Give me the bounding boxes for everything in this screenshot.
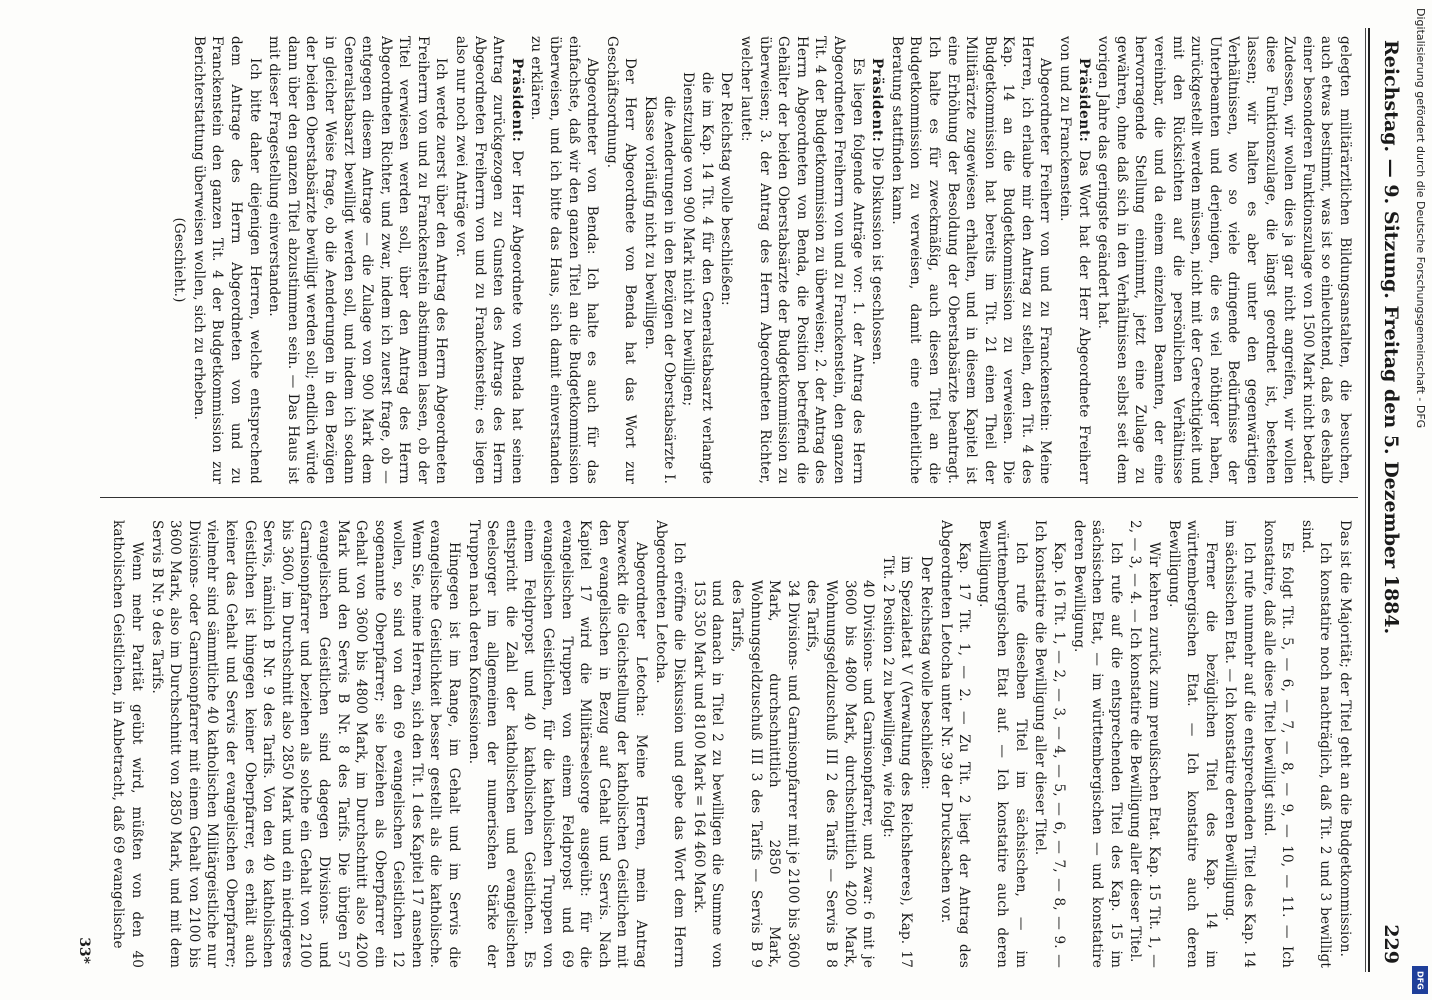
- paragraph: [1335, 520, 1354, 968]
- paragraph: [689, 520, 726, 968]
- paragraph-text: die im Kap. 14 Tit. 4 für den Generalstabsarzt verlangte Dienstzulage von 900 Mark nicht zu bewilligen;: [680, 72, 715, 484]
- speaker-label: Präsident:: [508, 58, 525, 143]
- paragraph: [452, 36, 526, 484]
- paragraph: [878, 520, 915, 968]
- paragraph-text: Abgeordneter von Benda: Ich halte es auch für das einfachste, daß wir den ganzen Titel an die Budgetkommission überweisen, und ich bitte das Haus, sich damit einverstanden zu erklären.: [528, 36, 601, 484]
- paragraph-text: Wenn mehr Parität geübt wird, müßten von den 40 katholischen Geistlichen, in Anbetracht, daß 69 evangelische: [110, 520, 145, 968]
- paragraph-text: Der Herr Abgeordnete von Benda hat seinen Antrag zurückgezogen zu Gunsten des Antrags des Herrn Abgeordneten Freiherrn von und zu Franckenstein; es liegen also nur noch zwei Anträge vor.: [453, 36, 525, 484]
- paragraph-text: Hingegen ist im Range, im Gehalt und im Servis die evangelische Geistlichkeit besser gestellt als die katholische. Wenn Sie, meine Herren, sich den Tit. 1 des Kapitel 17 ansehen wollen, so sind von den 69 evangelischen Geistlichen 12 sogenannte Oberpfarrer; sie beziehen als Oberpfarrer ein Gehalt von 3600 bis 4800 Mark, im Durchschnitt also 4200 Mark und den Servis B Nr. 8 des Tarifs. Die übrigen 57 evangelischen Geistlichen sind dagegen Divisions- und Garnisonpfarrer und beziehen als solche ein Gehalt von 2100 bis 3600, im Durchschnitt also 2850 Mark und ein niedrigeres Servis, nämlich B Nr. 9 des Tarifs. Von den 40 katholischen Geistlichen ist hingegen keiner Oberpfarrer, es erhält auch keiner das Gehalt und Servis der evangelischen Oberpfarrer; vielmehr sind sämmtliche 40 katholischen Militärgeistliche nur Divisions- oder Garnisonpfarrer mit einem Gehalt von 2100 bis 3600 Mark, also im Durchschnitt von 2850 Mark, und mit dem Servis B Nr. 9 des Tarifs.: [148, 520, 463, 968]
- speaker-label: Präsident:: [869, 58, 886, 143]
- dfg-logo-icon: DFG: [1412, 966, 1428, 994]
- paragraph-text: Es folgt Tit. 5, — 6, — 7, — 8, — 9, — 10, — 11. — Ich konstatire, daß alle diese Titel bewilligt sind.: [1260, 520, 1296, 968]
- paragraph-text: im Spezialetat V (Verwaltung des Reichsheeres), Kap. 17 Tit. 2 Position 2 zu bewilligen, wie folgt:: [879, 556, 915, 968]
- paragraph: [868, 36, 887, 484]
- digitization-credit: Digitalisierung gefördert durch die Deutsche Forschungsgemeinschaft - DFG: [1414, 8, 1427, 429]
- paragraph-text: Ich rufe nunmehr auf die entsprechenden Titel des Kap. 14 im sächsischen Etat. — Ich konstatire deren Bewilligung.: [1222, 520, 1258, 968]
- paragraph: [527, 36, 601, 484]
- paragraph: [1094, 36, 1354, 484]
- page-number: 229: [1380, 924, 1402, 964]
- paragraph-text: Das Wort hat der Herr Abgeordnete Freiherr von und zu Franckenstein.: [1057, 36, 1092, 484]
- paragraph-text: Ich rufe auf die entsprechenden Titel des Kap. 15 im sächsischen Etat, — im württembergischen — und konstatire deren Bewilligung.: [1070, 520, 1124, 968]
- paragraph-text: Ich werde zuerst über den Antrag des Herrn Abgeordneten Freiherrn von und zu Franckenstein abstimmen lassen, ob der Titel verwiesen werden soll, über den Antrag des Herrn Abgeordneten Richter, und zwar, indem ich zuerst frage, ob — entgegen diesem Antrage — die Zulage von 900 Mark dem Generalstabsarzt bewilligt werden soll, und indem ich sodann in gleicher Weise frage, ob die Aenderungen in den Bezügen der beiden Oberstabsärzte bewilligt werden soll; endlich würde dann über den ganzen Titel abzustimmen sein. — Das Haus ist mit dieser Fragestellung einverstanden.: [266, 36, 450, 484]
- paragraph-text: Kap. 17 Tit. 1, — 2. — Zu Tit. 2 liegt der Antrag des Abgeordneten Letocha unter Nr. 39 der Drucksachen vor.: [937, 520, 973, 968]
- paragraph-text: Kap. 16 Tit. 1, — 2, — 3, — 4, — 5, — 6, — 7, — 8, — 9. — Ich konstatire die Bewilligung aller dieser Titel.: [1032, 520, 1068, 968]
- paragraph-text: Ferner die bezüglichen Titel des Kap. 14 im württembergischen Etat. — Ich konstatire auch deren Bewilligung.: [1165, 520, 1219, 968]
- paragraph: [189, 36, 263, 484]
- paragraph: [147, 520, 463, 968]
- paragraph: [1126, 520, 1163, 968]
- paragraph: [1031, 520, 1068, 968]
- paragraph-text: Ich konstatire noch nachträglich, daß Tit. 2 und 3 bewilligt sind.: [1298, 520, 1334, 968]
- paragraph: [1069, 520, 1125, 968]
- paragraph: [1164, 520, 1220, 968]
- paragraph-text: Abgeordneter Letocha: Meine Herren, mein Antrag bezweckt die Gleichstellung der katholischen Geistlichen mit den evangelischen in Bezug auf Gehalt und Servis. Nach Kapitel 17 wird die Militärseelsorge ausgeübt: für die evangelischen Truppen von einem Feldpropst und 69 evangelischen Geistlichen, für die katholischen Truppen von einem Feldpropst und 40 katholischen Geistlichen. Es entspricht die Zahl der katholischen und evangelischen Seelsorger im allgemeinen der numerischen Stärke der Truppen nach deren Konfessionen.: [465, 520, 650, 968]
- page-header: [1372, 28, 1402, 972]
- paragraph-text: Das ist die Majorität; der Titel geht an die Budgetkommission.: [1337, 520, 1353, 958]
- paragraph: [170, 36, 189, 484]
- paragraph-text: Die Diskussion ist geschlossen.: [869, 146, 886, 366]
- paragraph-text: die Aenderungen in den Bezügen der Oberstabsärzte I. Klasse vorläufig nicht zu bewilligen.: [642, 96, 677, 484]
- left-text-column: [102, 36, 1354, 484]
- paragraph-text: 34 Divisions- und Garnisonpfarrer mit je 2100 bis 3600 Mark, durchschnittlich 2850 Mark, Wohnungsgeldzuschuß III 3 des Tarifs — Servis B 9 des Tarifs,: [729, 580, 801, 968]
- paragraph-text: Der Reichstag wolle beschließen:: [718, 72, 735, 306]
- paragraph: [974, 520, 1030, 968]
- paragraph: [651, 520, 688, 968]
- right-text-column: [102, 520, 1354, 968]
- paragraph: [727, 520, 801, 968]
- paragraph-text: gelegten militärärztlichen Bildungsanstalten, die besuchen, auch etwas bestimmt, was ist so einleuchtend, daß es deshalb einer besonderen Funktionszulage von 1500 Mark nicht bedarf. Zudessen, wir wollen dies ja gar nicht angreifen, wir wollen diese Funktionszulage, die längst geordnet ist, bestehen lassen; wir halten es aber unter den gegenwärtigen Verhältnissen, wo so viele dringende Bedürfnisse der Unterbeamten und derjenigen, die es viel nöthiger haben, zurückgestellt werden müssen, nicht mit der Gerechtigkeit und mit den Rücksichten auf die persönlichen Verhältnisse vereinbar, die und da einem einzelnen Beamten, der eine hervorragende Stellung einnimmt, jetzt eine Zulage zu gewähren, ohne daß sich in den Verhältnissen selbst seit dem vorigen Jahre das geringste geändert hat.: [1095, 36, 1353, 484]
- paragraph-text: 40 Divisions- und Garnisonpfarrer, und zwar: 6 mit je 3600 bis 4800 Mark, durchschnittlich 4200 Mark, Wohnungsgeldzuschuß III 2 des Tarifs — Servis B 8 des Tarifs,: [804, 580, 877, 968]
- paragraph: [109, 520, 146, 968]
- header-session-info: Reichstag. — 9. Sitzung. Freitag den 5. Dezember 1884.: [1380, 40, 1402, 635]
- paragraph: [265, 36, 451, 484]
- paragraph-text: Ich eröffne die Diskussion und gebe das Wort dem Herrn Abgeordneten Letocha.: [652, 520, 688, 968]
- paragraph: [679, 36, 716, 484]
- paragraph-text: Abgeordneter Freiherr von und zu Franckenstein: Meine Herren, ich erlaube mir den Antrag zu stellen, den Tit. 4 des Kap. 14 an die Budgetkommission zu verweisen. Die Budgetkommission hat bereits im Tit. 21 einen Theil der Militärärzte zugewiesen erhalten, und in diesem Kapitel ist eine Erhöhung der Besoldung der Oberstabsärzte beantragt. Ich halte es für zweckmäßig, auch diesen Titel an die Budgetkommission zu verweisen, damit eine einheitliche Beratung stattfinden kann.: [888, 36, 1054, 484]
- paragraph-text: (Geschieht.): [171, 217, 188, 303]
- sheet-signature: 33*: [76, 937, 92, 964]
- paragraph: [1221, 520, 1258, 968]
- paragraph: [640, 36, 677, 484]
- paragraph-text: Wir kehren zurück zum preußischen Etat. Kap. 15 Tit. 1, — 2, — 3, — 4. — Ich konstatire die Bewilligung aller dieser Titel.: [1127, 520, 1163, 968]
- paragraph: [464, 520, 650, 968]
- paragraph-text: und danach in Titel 2 zu bewilligen die Summe von 153 350 Mark und 8100 Mark = 164 460 Mark.: [690, 580, 726, 968]
- paragraph: [717, 36, 736, 484]
- paragraph: [916, 520, 935, 968]
- speaker-label: Präsident:: [1075, 58, 1092, 143]
- paragraph-text: Der Reichstag wolle beschließen:: [917, 556, 934, 790]
- paragraph: [1297, 520, 1334, 968]
- paragraph-text: Es liegen folgende Anträge vor: 1. der Antrag des Herrn Abgeordneten Freiherrn von und zu Franckenstein, den ganzen Tit. 4 der Budgetkommission zu überweisen; 2. der Antrag des Herrn Abgeordneten von Benda, die Position betreffend die Gehälter der beiden Oberstabsärzte der Budgetkommission zu überweisen; 3. der Antrag des Herrn Abgeordneten Richter, welcher lautet:: [738, 36, 866, 484]
- paragraph: [936, 520, 973, 968]
- digitization-footer: [1409, 8, 1431, 992]
- paragraph-text: Der Herr Abgeordnete von Benda hat das Wort zur Geschäftsordnung.: [603, 36, 639, 484]
- paragraph-text: Ich rufe dieselben Titel im sächsischen, — im württembergischen Etat auf. — Ich konstatire auch deren Bewilligung.: [975, 520, 1029, 968]
- paragraph-text: Ich bitte daher diejenigen Herren, welche entsprechend dem Antrage des Herrn Abgeordneten von und zu Franckenstein den ganzen Tit. 4 der Budgetkommission zur Berichterstattung überweisen wollen, sich zu erheben.: [190, 36, 263, 484]
- paragraph: [803, 520, 877, 968]
- column-divider: [100, 497, 1358, 498]
- header-rule: [1368, 28, 1370, 972]
- paragraph: [736, 36, 866, 484]
- paragraph: [1259, 520, 1296, 968]
- header-rule-thin: [1365, 28, 1366, 972]
- paragraph: [887, 36, 1054, 484]
- paragraph: [602, 36, 639, 484]
- paragraph: [1056, 36, 1093, 484]
